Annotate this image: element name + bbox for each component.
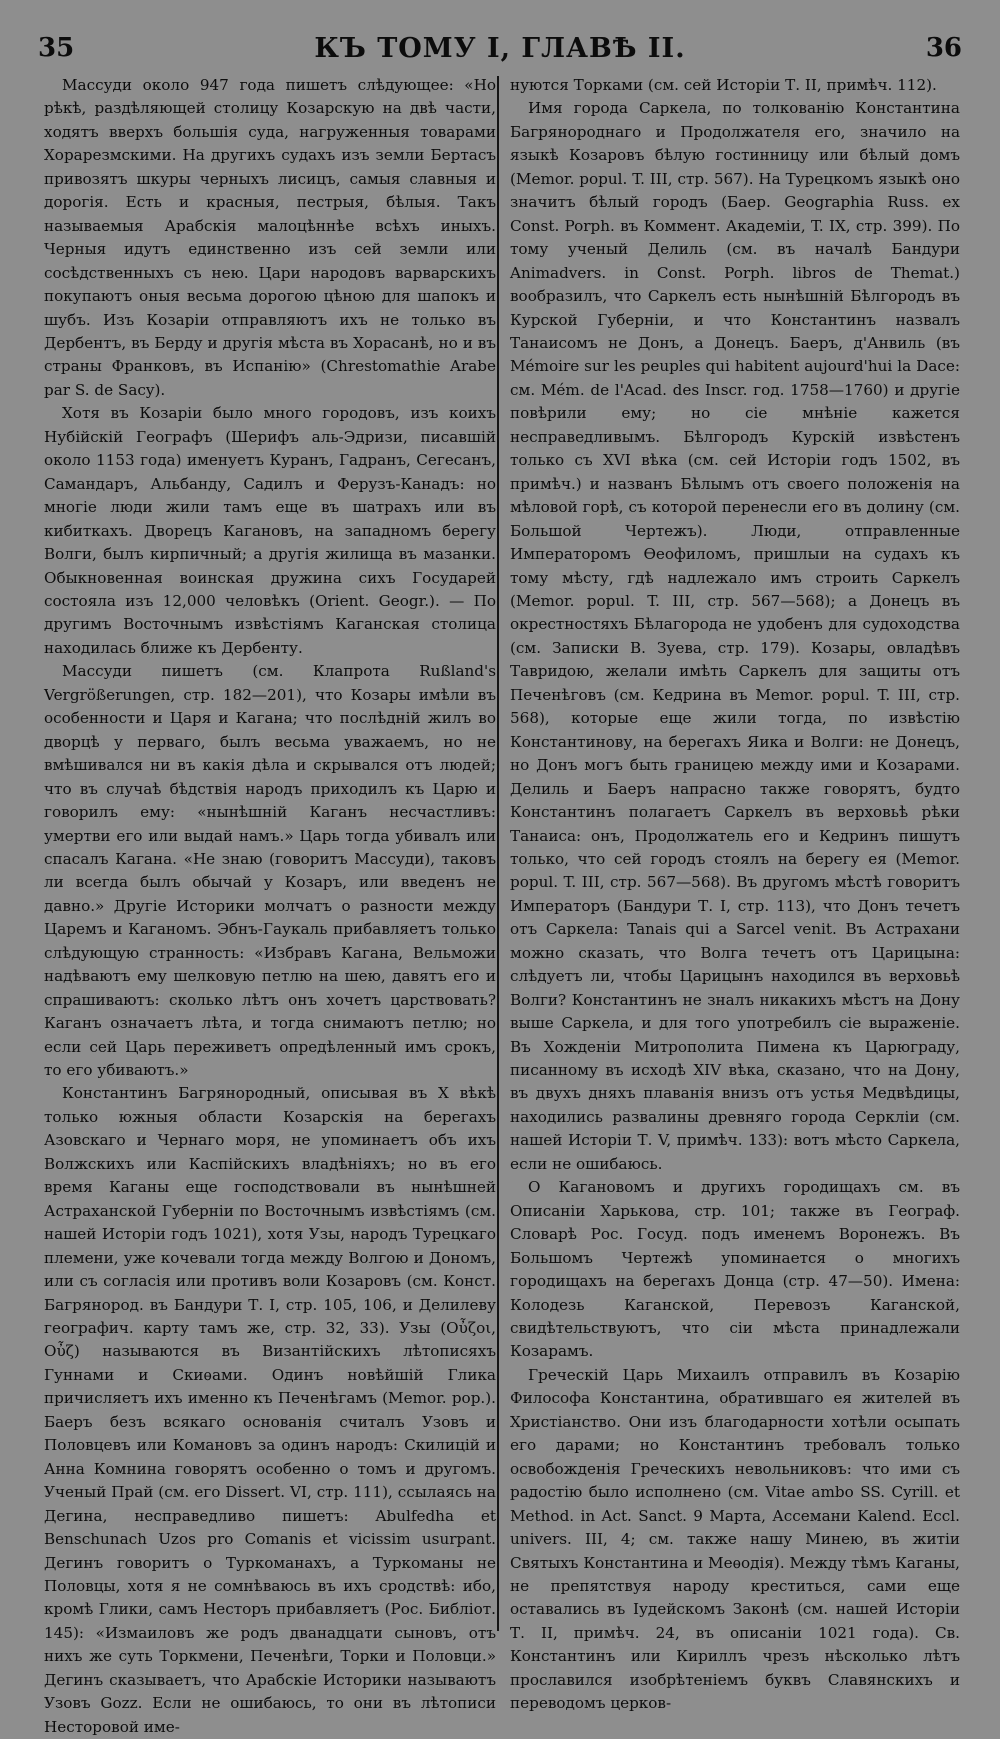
paragraph: Константинъ Багрянородный, описывая въ X вѣкѣ только южныя области Козарскія на берегахъ Азовскаго и Чернаго моря, не упоминаетъ объ ихъ Волжскихъ или Каспійскихъ владѣніяхъ; но въ его время Каганы еще господствовали въ нынѣшней Астраханской Губерніи по Восточнымъ извѣстіямъ (см. нашей Исторіи годъ 1021), хотя Узы, народъ Турецкаго племени, уже кочевали тогда между Волгою и Дономъ, или съ согласія или противъ воли Козаровъ (см. Конст. Багрянород. въ Бандури Т. I, стр. 105, 106, и Делилеву географич. карту тамъ же, стр. 32, 33). Узы (Οὖζοι, Οὖζ) называются въ Византійскихъ лѣтописяхъ Гуннами и Скиѳами. Одинъ новѣйшій Глика причисляетъ ихъ именно къ Печенѣгамъ (Memor. pop.). Баеръ безъ всякаго основанія считалъ Узовъ и Половцевъ или Комановъ за одинъ народъ: Скилицій и Анна Комнина говорятъ особенно о томъ и другомъ. Ученый Прай (см. его Dissert. VI, стр. 111), ссылаясь на Дегина, несправедливо пишетъ: Abulfedha et Benschunach Uzos pro Comanis et vicissim usurpant. Дегинъ говоритъ о Туркоманахъ, а Туркоманы не Половцы, хотя я не сомнѣваюсь въ ихъ сродствѣ: ибо, кромѣ Глики, самъ Несторъ прибавляетъ (Рос. Библіот. 145): «Измаиловъ же родъ дванадцати сыновъ, отъ нихъ же суть Торкмени, Печенѣги, Торки и Половци.» Дегинъ сказываетъ, что Арабскіе Историки называютъ Узовъ Gozz. Если не ошибаюсь, то они въ лѣтописи Несторовой име- [44, 1084, 496, 1736]
column-divider [497, 76, 499, 1631]
paragraph: Хотя въ Козаріи было много городовъ, изъ коихъ Нубійскій Географъ (Шерифъ аль-Эдризи, писавшій около 1153 года) именуетъ Куранъ, Гадранъ, Сегесанъ, Самандаръ, Альбанду, Садилъ и Ферузъ-Канадъ: но многіе люди жили тамъ еще въ шатрахъ или въ кибиткахъ. Дворецъ Кагановъ, на западномъ берегу Волги, былъ кирпичный; а другія жилища въ мазанки. Обыкновенная воинская дружина сихъ Государей состояла изъ 12,000 человѣкъ (Orient. Geogr.). — По другимъ Восточнымъ извѣстіямъ Каганская столица находилась ближе къ Дербенту. [44, 404, 496, 657]
page-number-left: 35 [38, 33, 75, 63]
right-column [510, 74, 960, 1716]
paragraph: Греческій Царь Михаилъ отправилъ въ Козарію Философа Константина, обратившаго ея жителей въ Христіанство. Они изъ благодарности хотѣли осыпать его дарами; но Константинъ требовалъ только освобожденія Греческихъ невольниковъ: что ими съ радостію было исполнено (см. Vitae ambo SS. Cyrill. et Method. in Act. Sanct. 9 Марта, Ассемани Kalend. Eccl. univers. III, 4; см. также нашу Минею, въ житіи Святыхъ Константина и Меѳодія). Между тѣмъ Каганы, не препятствуя народу креститься, сами еще оставались въ Іудейскомъ Законѣ (см. нашей Исторіи Т. II, примѣч. 24, въ описаніи 1021 года). Св. Константинъ или Кириллъ чрезъ нѣсколько лѣтъ прославился изобрѣтеніемъ буквъ Славянскихъ и переводомъ церков- [510, 1365, 960, 1713]
paragraph-continuation: нуются Торками (см. сей Исторіи Т. II, примѣч. 112). [510, 76, 937, 94]
paragraph: Имя города Саркела, по толкованію Константина Багрянороднаго и Продолжателя его, значило на языкѣ Козаровъ бѣлую гостинницу или бѣлый домъ (Memor. popul. T. III, стр. 567). На Турецкомъ языкѣ оно значитъ бѣлый городъ (Баер. Geographia Russ. ex Const. Porph. въ Коммент. Академіи, T. IX, стр. 399). По тому ученый Делиль (см. въ началѣ Бандури Animadvers. in Const. Porph. libros de Themat.) вообразилъ, что Саркелъ есть нынѣшній Бѣлгородъ въ Курской Губерніи, и что Константинъ назвалъ Танаисомъ не Донъ, а Донецъ. Баеръ, д'Анвиль (въ Mémoire sur les peuples qui habitent aujourd'hui la Dace: см. Mém. de l'Acad. des Inscr. год. 1758—1760) и другіе повѣрили ему; но сіе мнѣніе кажется несправедливымъ. Бѣлгородъ Курскій извѣстенъ только съ XVI вѣка (см. сей Исторіи годъ 1502, въ примѣч.) и названъ Бѣлымъ отъ своего положенія на мѣловой горѣ, съ которой перенесли его въ долину (см. Большой Чертежъ). Люди, отправленные Императоромъ Ѳеофиломъ, пришлыи на судахъ къ тому мѣсту, гдѣ надлежало имъ строить Саркелъ (Memor. popul. T. III, стр. 567—568); а Донецъ въ окрестностяхъ Бѣлагорода не удобенъ для судоходства (см. Записки В. Зуева, стр. 179). Козары, овладѣвъ Тавридою, желали имѣть Саркелъ для защиты отъ Печенѣговъ (см. Кедрина въ Memor. popul. T. III, стр. 568), которые еще жили тогда, по извѣстію Константинову, на берегахъ Яика и Волги: не Донецъ, но Донъ могъ быть границею между ими и Козарами. Делиль и Баеръ напрасно также говорятъ, будто Константинъ полагаетъ Саркелъ въ верховьѣ рѣки Танаиса: онъ, Продолжатель его и Кедринъ пишутъ только, что сей городъ стоялъ на берегу ея (Memor. popul. T. III, стр. 567—568). Въ другомъ мѣстѣ говоритъ Императоръ (Бандури Т. I, стр. 113), что Донъ течетъ отъ Саркела: Tanais qui a Sarcel venit. Въ Астрахани можно сказать, что Волга течетъ отъ Царицына: слѣдуетъ ли, чтобы Царицынъ находился въ верховьѣ Волги? Константинъ не зналъ никакихъ мѣстъ на Дону выше Саркела, и для того употребилъ сіе выраженіе. Въ Хожденіи Митрополита Пимена къ Царюграду, писанному въ исходѣ XIV вѣка, сказано, что на Дону, въ двухъ дняхъ плаванія внизъ отъ устья Медвѣдицы, находились развалины древняго города Серкліи (см. нашей Исторіи Т. V, примѣч. 133): вотъ мѣсто Саркела, если не ошибаюсь. [510, 99, 960, 1173]
page-header [38, 28, 962, 68]
left-column [44, 74, 496, 1739]
paragraph: Массуди около 947 года пишетъ слѣдующее: «Но рѣкѣ, раздѣляющей столицу Козарскую на двѣ части, ходятъ вверхъ большія суда, нагруженныя товарами Хорарезмскими. На другихъ судахъ изъ земли Бертасъ привозятъ шкуры черныхъ лисицъ, самыя славныя и дорогія. Есть и красныя, пестрыя, бѣлыя. Такъ называемыя Арабскія малоцѣннѣе всѣхъ иныхъ. Черныя идутъ единственно изъ сей земли или сосѣдственныхъ съ нею. Цари народовъ варварскихъ покупаютъ оныя весьма дорогою цѣною для шапокъ и шубъ. Изъ Козаріи отправляютъ ихъ не только въ Дербентъ, въ Берду и другія мѣста въ Хорасанѣ, но и въ страны Франковъ, въ Испанію» (Chrestomathie Arabe par S. de Sacy). [44, 76, 496, 399]
page-number-right: 36 [925, 33, 962, 63]
paragraph: Массуди пишетъ (см. Клапрота Rußland's Vergrößerungen, стр. 182—201), что Козары имѣли въ особенности и Царя и Кагана; что послѣдній жилъ во дворцѣ у перваго, былъ весьма уважаемъ, но не вмѣшивался ни въ какія дѣла и скрывался отъ людей; что въ случаѣ бѣдствія народъ приходилъ къ Царю и говорилъ ему: «нынѣшній Каганъ несчастливъ: умертви его или выдай намъ.» Царь тогда убивалъ или спасалъ Кагана. «Не знаю (говоритъ Массуди), таковъ ли всегда былъ обычай у Козаръ, или введенъ не давно.» Другіе Историки молчатъ о разности между Царемъ и Каганомъ. Эбнъ-Гаукаль прибавляетъ только слѣдующую странность: «Избравъ Кагана, Вельможи надѣваютъ ему шелковую петлю на шею, давятъ его и спрашиваютъ: сколько лѣтъ онъ хочетъ царствовать? Каганъ означаетъ лѣта, и тогда снимаютъ петлю; но если сей Царь переживетъ опредѣленный имъ срокъ, то его убиваютъ.» [44, 662, 496, 1080]
paragraph: О Кагановомъ и другихъ городищахъ см. въ Описаніи Харькова, стр. 101; также въ Географ. Словарѣ Рос. Госуд. подъ именемъ Воронежъ. Въ Большомъ Чертежѣ упоминается о многихъ городищахъ на берегахъ Донца (стр. 47—50). Имена: Колодезь Каганской, Перевозъ Каганской, свидѣтельствуютъ, что сіи мѣста принадлежали Козарамъ. [510, 1178, 960, 1361]
running-title: КЪ ТОМУ I, ГЛАВѢ II. [314, 32, 686, 64]
